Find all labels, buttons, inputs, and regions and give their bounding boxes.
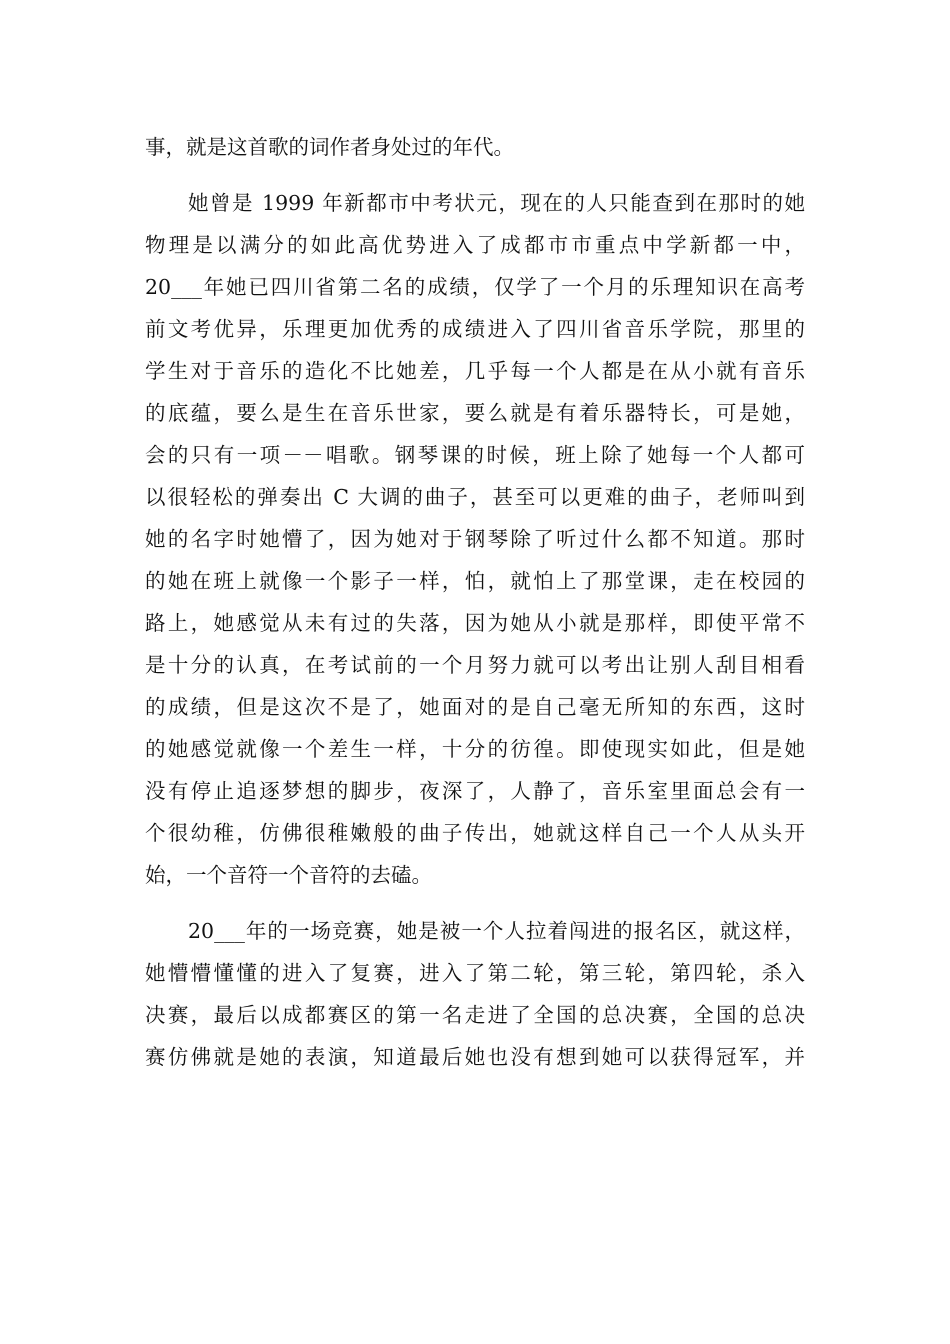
- text-line: 会的只有一项－－唱歌。钢琴课的时候，班上除了她每一个人都可: [145, 443, 805, 467]
- text-line: 20___年的一场竞赛，她是被一个人拉着闯进的报名区，就这样，: [188, 919, 805, 943]
- text-line: 学生对于音乐的造化不比她差，几乎每一个人都是在从小就有音乐: [145, 359, 805, 383]
- text-line: 的她在班上就像一个影子一样，怕，就怕上了那堂课，走在校园的: [145, 569, 805, 593]
- text-line: 是十分的认真，在考试前的一个月努力就可以考出让别人刮目相看: [145, 653, 805, 677]
- text-line: 没有停止追逐梦想的脚步，夜深了，人静了，音乐室里面总会有一: [145, 779, 805, 803]
- text-line: 的底蕴，要么是生在音乐世家，要么就是有着乐器特长，可是她，: [145, 401, 805, 425]
- text-line: 以很轻松的弹奏出 C 大调的曲子，甚至可以更难的曲子，老师叫到: [145, 485, 805, 509]
- text-line: 决赛，最后以成都赛区的第一名走进了全国的总决赛，全国的总决: [145, 1003, 805, 1027]
- text-line: 她曾是 1999 年新都市中考状元，现在的人只能查到在那时的她: [188, 191, 805, 215]
- text-line: 前文考优异，乐理更加优秀的成绩进入了四川省音乐学院，那里的: [145, 317, 805, 341]
- body-text: [145, 126, 805, 1078]
- text-line: 她懵懵懂懂的进入了复赛，进入了第二轮，第三轮，第四轮，杀入: [145, 961, 805, 985]
- text-line: 的她感觉就像一个差生一样，十分的彷徨。即使现实如此，但是她: [145, 737, 805, 761]
- text-line: 始，一个音符一个音符的去磕。: [145, 863, 432, 887]
- paragraph-gap: [145, 896, 805, 910]
- text-line: 她的名字时她懵了，因为她对于钢琴除了听过什么都不知道。那时: [145, 527, 805, 551]
- text-line: 路上，她感觉从未有过的失落，因为她从小就是那样，即使平常不: [145, 611, 805, 635]
- text-line: 的成绩，但是这次不是了，她面对的是自己毫无所知的东西，这时: [145, 695, 805, 719]
- text-line: 个很幼稚，仿佛很稚嫩般的曲子传出，她就这样自己一个人从头开: [145, 821, 805, 845]
- text-line: 事，就是这首歌的词作者身处过的年代。: [145, 135, 514, 159]
- text-line: 20___年她已四川省第二名的成绩，仅学了一个月的乐理知识在高考: [145, 275, 805, 299]
- paragraph-gap: [145, 168, 805, 182]
- text-line: 物理是以满分的如此高优势进入了成都市市重点中学新都一中，: [145, 233, 805, 257]
- text-line: 赛仿佛就是她的表演，知道最后她也没有想到她可以获得冠军，并: [145, 1045, 805, 1069]
